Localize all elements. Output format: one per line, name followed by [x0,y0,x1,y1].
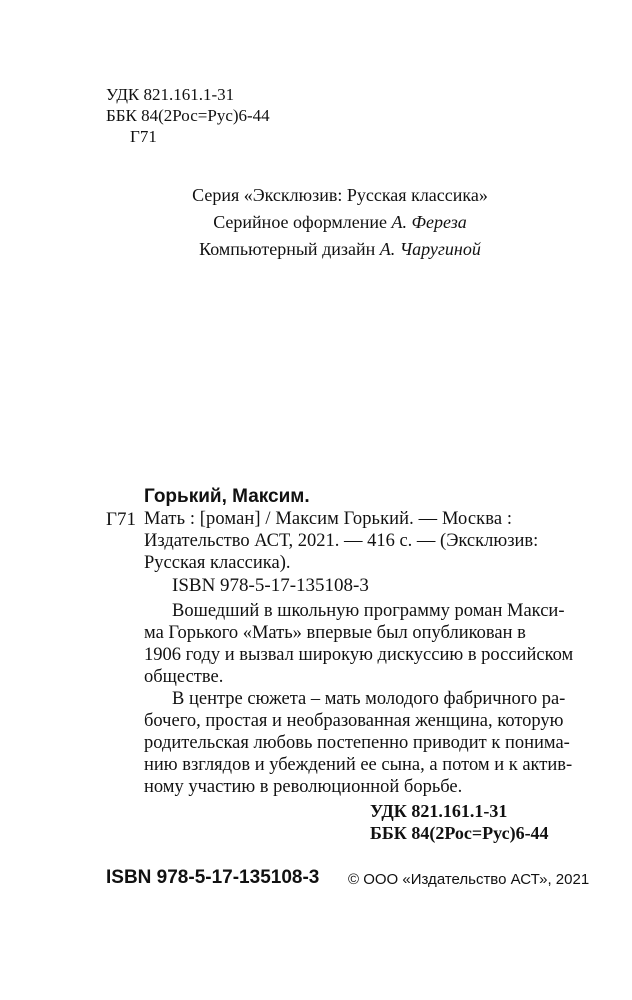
annotation-line: ному участию в революционной борьбе. [144,777,463,797]
annotation-line: обществе. [144,667,224,687]
bbk-code-top: ББК 84(2Рос=Рус)6-44 [106,106,270,125]
annotation-line: В центре сюжета – мать молодого фабричного ра- [172,689,566,709]
cover-designer-name: А. Фереза [391,212,467,232]
udk-code-card: УДК 821.161.1-31 [370,801,508,821]
author-heading: Горький, Максим. [144,486,310,507]
isbn-footer: ISBN 978-5-17-135108-3 [106,867,320,888]
bbk-code-card: ББК 84(2Рос=Рус)6-44 [370,823,549,843]
series-title: Серия «Эксклюзив: Русская классика» [192,185,488,205]
isbn-card: ISBN 978-5-17-135108-3 [172,575,369,596]
computer-design-credit [0,238,632,261]
udk-code-top: УДК 821.161.1-31 [106,85,235,104]
annotation-line: нию взглядов и убеждений ее сына, а потом и к актив- [144,755,573,775]
cover-design-credit [0,211,632,234]
annotation-line: 1906 году и вызвал широкую дискуссию в российском [144,645,574,665]
computer-design-label: Компьютерный дизайн [199,239,380,259]
author-code-card: Г71 [106,509,136,530]
copyright-notice: © ООО «Издательство АСТ», 2021 [348,871,590,888]
author-code-top: Г71 [130,127,157,146]
bibliographic-line-3: Русская классика). [144,553,291,573]
cover-design-label: Серийное оформление [213,212,392,232]
computer-designer-name: А. Чаругиной [379,239,481,259]
annotation-line: ма Горького «Мать» впервые был опубликован в [144,623,526,643]
bibliographic-line-2: Издательство АСТ, 2021. — 416 с. — (Эксклюзив: [144,531,539,551]
annotation-line: бочего, простая и необразованная женщина, которую [144,711,564,731]
annotation-line: родительская любовь постепенно приводит к понима- [144,733,570,753]
annotation-line: Вошедший в школьную программу роман Макси- [172,601,565,621]
bibliographic-line-1: Мать : [роман] / Максим Горький. — Москва : [144,509,513,529]
